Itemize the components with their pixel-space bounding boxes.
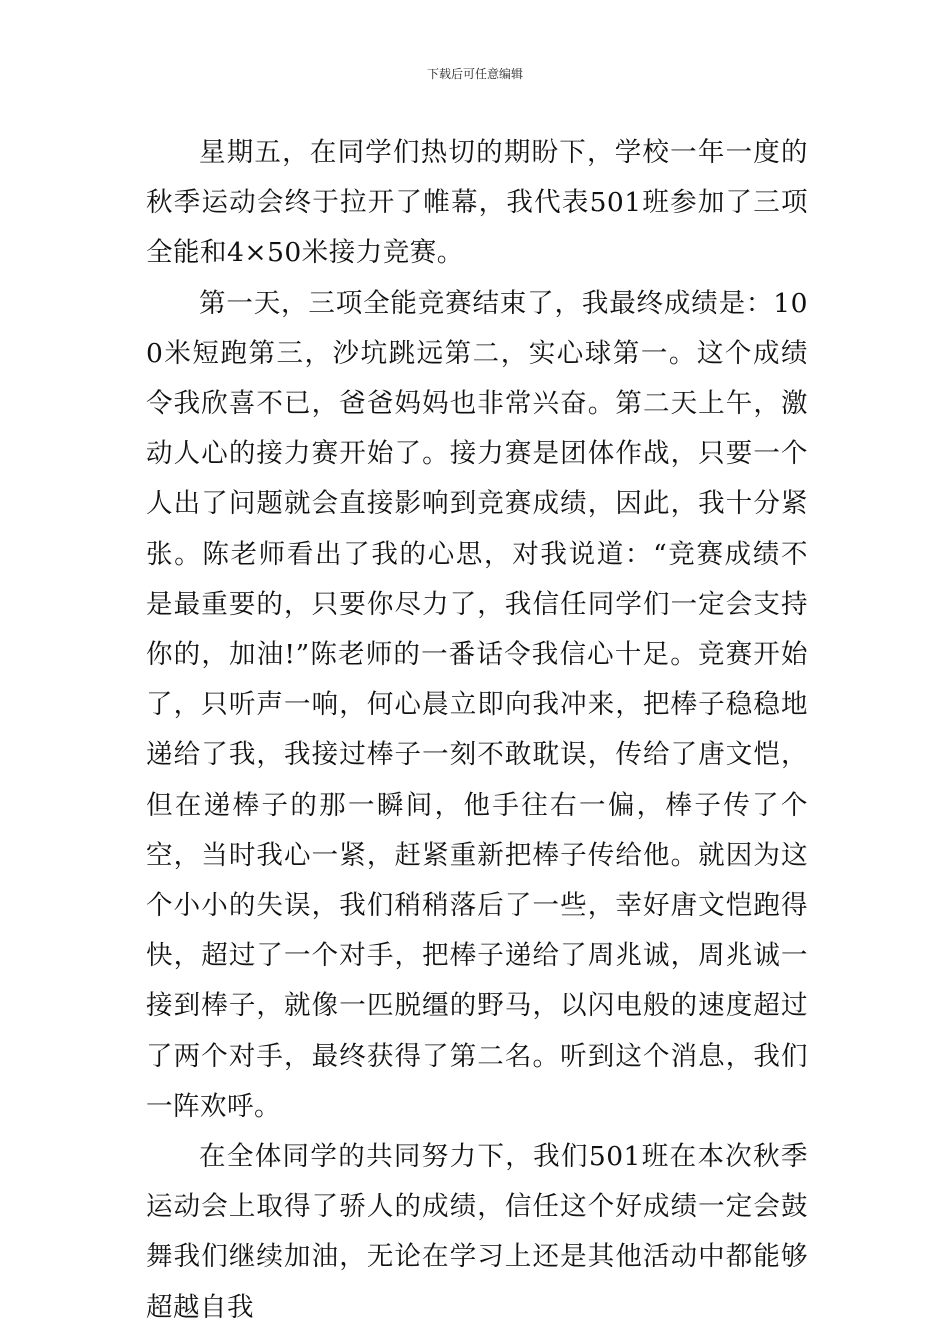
paragraph-2: 第一天，三项全能竞赛结束了，我最终成绩是：100米短跑第三，沙坑跳远第二，实心球第一。这个成绩令我欣喜不已，爸爸妈妈也非常兴奋。第二天上午，激动人心的接力赛开始了。接力赛是团体作战，只要一个人出了问题就会直接影响到竞赛成绩，因此，我十分紧张。陈老师看出了我的心思，对我说道：“竞赛成绩不是最重要的，只要你尽力了，我信任同学们一定会支持你的，加油!”陈老师的一番话令我信心十足。竞赛开始了，只听声一响，何心晨立即向我冲来，把棒子稳稳地递给了我，我接过棒子一刻不敢耽误，传给了唐文恺，但在递棒子的那一瞬间，他手往右一偏，棒子传了个空，当时我心一紧，赶紧重新把棒子传给他。就因为这个小小的失误，我们稍稍落后了一些，幸好唐文恺跑得快，超过了一个对手，把棒子递给了周兆诚，周兆诚一接到棒子，就像一匹脱缰的野马，以闪电般的速度超过了两个对手，最终获得了第二名。听到这个消息，我们一阵欢呼。: [146, 287, 808, 1122]
paragraph-3: 在全体同学的共同努力下，我们501班在本次秋季运动会上取得了骄人的成绩，信任这个好成绩一定会鼓舞我们继续加油，无论在学习上还是其他活动中都能够超越自我: [146, 1141, 808, 1323]
article-body: [146, 128, 808, 1333]
paragraph-1: 星期五，在同学们热切的期盼下，学校一年一度的秋季运动会终于拉开了帷幕，我代表501班参加了三项全能和4×50米接力竞赛。: [146, 137, 808, 269]
page-header-note: 下载后可任意编辑: [426, 67, 523, 81]
